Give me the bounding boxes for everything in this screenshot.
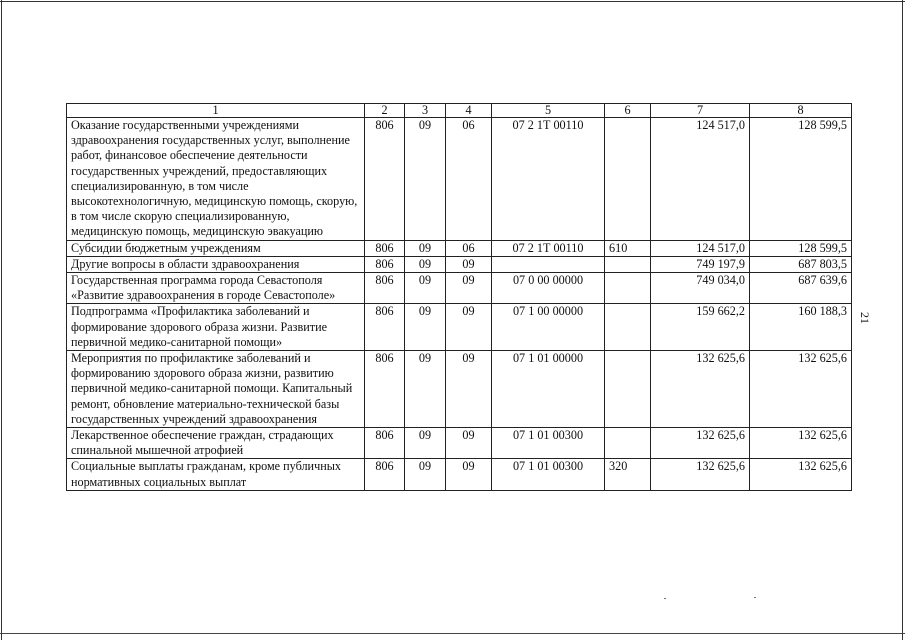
cell-subsection: 09: [446, 459, 492, 490]
cell-amount-2: 132 625,6: [750, 428, 852, 459]
cell-amount-1: 124 517,0: [651, 118, 750, 241]
scan-border-left: [1, 0, 2, 640]
cell-amount-2: 132 625,6: [750, 351, 852, 428]
scan-border-top: [0, 1, 905, 2]
cell-expense-type: [605, 256, 651, 272]
cell-target-item: 07 1 01 00300: [492, 428, 605, 459]
cell-expense-type: [605, 273, 651, 304]
header-cell: 8: [750, 104, 852, 118]
cell-amount-1: 124 517,0: [651, 240, 750, 256]
cell-subsection: 09: [446, 428, 492, 459]
cell-ministry: 806: [365, 428, 405, 459]
table-row: [67, 304, 852, 351]
cell-amount-1: 159 662,2: [651, 304, 750, 351]
budget-table: [66, 103, 852, 491]
row-name: Другие вопросы в области здравоохранения: [67, 256, 365, 272]
cell-section: 09: [405, 428, 446, 459]
cell-target-item: 07 0 00 00000: [492, 273, 605, 304]
cell-subsection: 06: [446, 118, 492, 241]
cell-target-item: 07 1 01 00000: [492, 351, 605, 428]
cell-expense-type: 610: [605, 240, 651, 256]
cell-subsection: 09: [446, 351, 492, 428]
cell-section: 09: [405, 118, 446, 241]
table-row: [67, 351, 852, 428]
row-name: Оказание государственными учреждениями здравоохранения государственных услуг, выполнение работ, финансовое обеспечение деятельности государственных учреждений, предоставляющих специализированную, в том числе высокотехнологичную, медицинскую помощь, скорую, в том числе скорую специализированную, медицинскую помощь, медицинскую эвакуацию: [67, 118, 365, 241]
table-row: [67, 256, 852, 272]
cell-amount-2: 128 599,5: [750, 240, 852, 256]
header-cell: 1: [67, 104, 365, 118]
cell-amount-1: 132 625,6: [651, 428, 750, 459]
cell-subsection: 09: [446, 256, 492, 272]
cell-amount-2: 128 599,5: [750, 118, 852, 241]
cell-expense-type: [605, 304, 651, 351]
cell-amount-1: 132 625,6: [651, 351, 750, 428]
cell-amount-1: 749 034,0: [651, 273, 750, 304]
cell-ministry: 806: [365, 351, 405, 428]
cell-expense-type: [605, 428, 651, 459]
header-cell: 7: [651, 104, 750, 118]
cell-section: 09: [405, 240, 446, 256]
table-row: [67, 240, 852, 256]
cell-subsection: 09: [446, 273, 492, 304]
cell-subsection: 09: [446, 304, 492, 351]
cell-target-item: 07 1 00 00000: [492, 304, 605, 351]
cell-target-item: 07 1 01 00300: [492, 459, 605, 490]
header-cell: 2: [365, 104, 405, 118]
scan-border-bottom: [0, 633, 905, 634]
cell-section: 09: [405, 459, 446, 490]
cell-section: 09: [405, 273, 446, 304]
header-cell: 6: [605, 104, 651, 118]
cell-ministry: 806: [365, 459, 405, 490]
table-row: [67, 273, 852, 304]
cell-target-item: 07 2 1Т 00110: [492, 240, 605, 256]
cell-section: 09: [405, 304, 446, 351]
cell-amount-2: 687 639,6: [750, 273, 852, 304]
cell-amount-2: 132 625,6: [750, 459, 852, 490]
row-name: Лекарственное обеспечение граждан, страдающих спинальной мышечной атрофией: [67, 428, 365, 459]
header-cell: 4: [446, 104, 492, 118]
cell-ministry: 806: [365, 304, 405, 351]
row-name: Социальные выплаты гражданам, кроме публичных нормативных социальных выплат: [67, 459, 365, 490]
cell-expense-type: 320: [605, 459, 651, 490]
cell-section: 09: [405, 351, 446, 428]
cell-expense-type: [605, 118, 651, 241]
cell-amount-1: 132 625,6: [651, 459, 750, 490]
cell-amount-2: 160 188,3: [750, 304, 852, 351]
scan-speck: [664, 598, 666, 599]
table-row: [67, 118, 852, 241]
cell-ministry: 806: [365, 240, 405, 256]
row-name: Субсидии бюджетным учреждениям: [67, 240, 365, 256]
cell-section: 09: [405, 256, 446, 272]
table-row: [67, 428, 852, 459]
scan-speck: [754, 597, 756, 598]
cell-ministry: 806: [365, 256, 405, 272]
scan-border-right: [902, 0, 903, 640]
cell-amount-1: 749 197,9: [651, 256, 750, 272]
cell-target-item: [492, 256, 605, 272]
table-header-row: [67, 104, 852, 118]
cell-target-item: 07 2 1Т 00110: [492, 118, 605, 241]
row-name: Мероприятия по профилактике заболеваний и формированию здорового образа жизни, развитию первичной медико-санитарной помощи. Капитальный ремонт, обновление материально-технической базы государственных учреждений здравоохранения: [67, 351, 365, 428]
row-name: Государственная программа города Севастополя «Развитие здравоохранения в городе Севастополе»: [67, 273, 365, 304]
row-name: Подпрограмма «Профилактика заболеваний и формирование здорового образа жизни. Развитие первичной медико-санитарной помощи»: [67, 304, 365, 351]
header-cell: 5: [492, 104, 605, 118]
cell-amount-2: 687 803,5: [750, 256, 852, 272]
page-number: 21: [858, 312, 872, 324]
cell-ministry: 806: [365, 118, 405, 241]
cell-subsection: 06: [446, 240, 492, 256]
table-row: [67, 459, 852, 490]
header-cell: 3: [405, 104, 446, 118]
cell-expense-type: [605, 351, 651, 428]
cell-ministry: 806: [365, 273, 405, 304]
